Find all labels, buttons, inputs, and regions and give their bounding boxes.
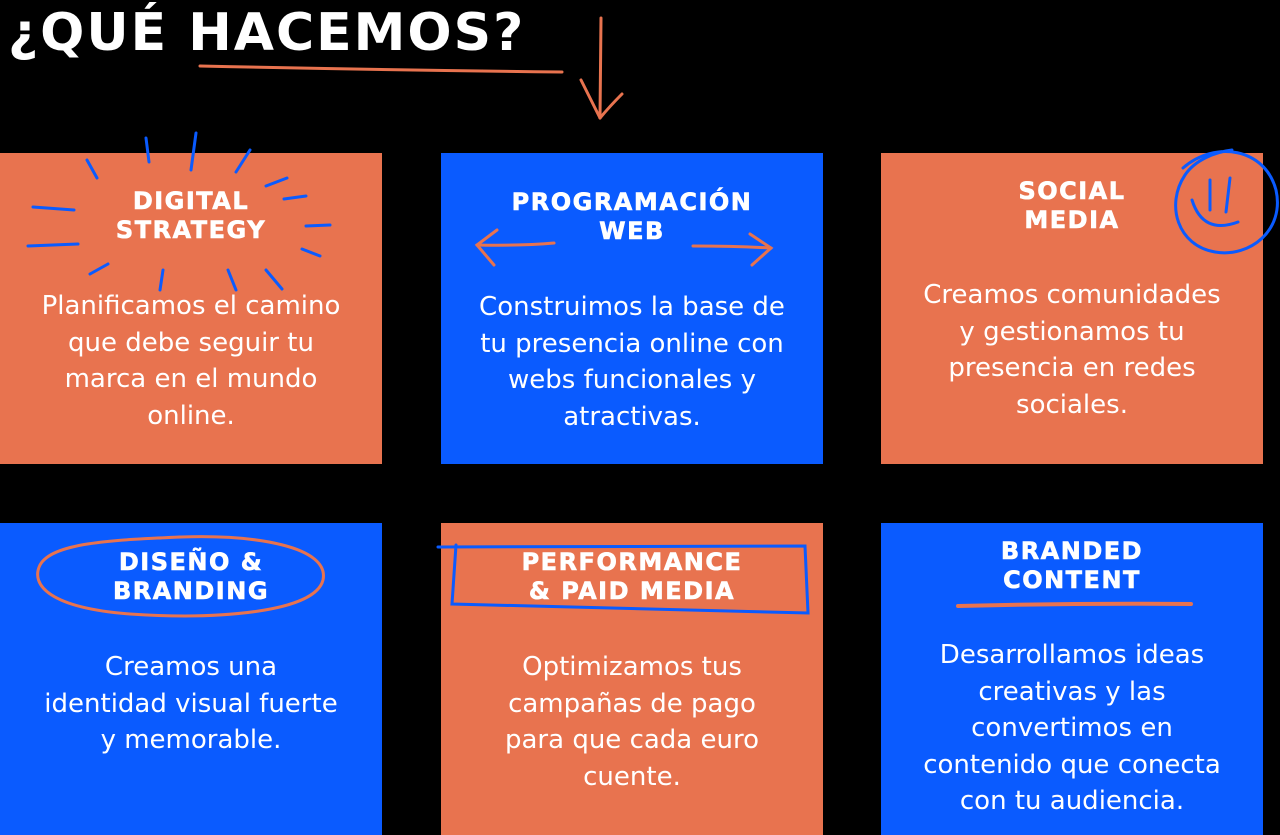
card-social-media xyxy=(881,153,1263,464)
card-digital-strategy xyxy=(0,153,382,464)
card-description: Optimizamos tus campañas de pago para que cada euro cuente. xyxy=(505,652,759,792)
card-programacion-web xyxy=(441,153,823,464)
card-description: Creamos una identidad visual fuerte y memorable. xyxy=(44,652,338,755)
title-underline-icon xyxy=(200,66,562,72)
card-description: Desarrollamos ideas creativas y las convertimos en contenido que conecta con tu audiencia. xyxy=(923,640,1221,816)
card-description: Construimos la base de tu presencia online con webs funcionales y atractivas. xyxy=(479,292,785,432)
card-description: Planificamos el camino que debe seguir tu marca en el mundo online. xyxy=(41,291,341,431)
card-title: SOCIAL MEDIA xyxy=(1018,177,1126,234)
card-performance-paid-media xyxy=(441,523,823,835)
page-title: ¿QUÉ HACEMOS? xyxy=(8,3,526,63)
card-title: DIGITAL STRATEGY xyxy=(115,187,267,244)
card-title: PROGRAMACIÓN WEB xyxy=(511,188,753,245)
card-branded-content xyxy=(881,523,1263,835)
card-title: PERFORMANCE & PAID MEDIA xyxy=(521,548,743,605)
card-description: Creamos comunidades y gestionamos tu presencia en redes sociales. xyxy=(923,280,1221,420)
card-title: BRANDED CONTENT xyxy=(1000,537,1144,594)
down-arrow-icon xyxy=(581,18,622,118)
card-diseno-branding xyxy=(0,523,382,835)
card-title: DISEÑO & BRANDING xyxy=(112,548,270,605)
